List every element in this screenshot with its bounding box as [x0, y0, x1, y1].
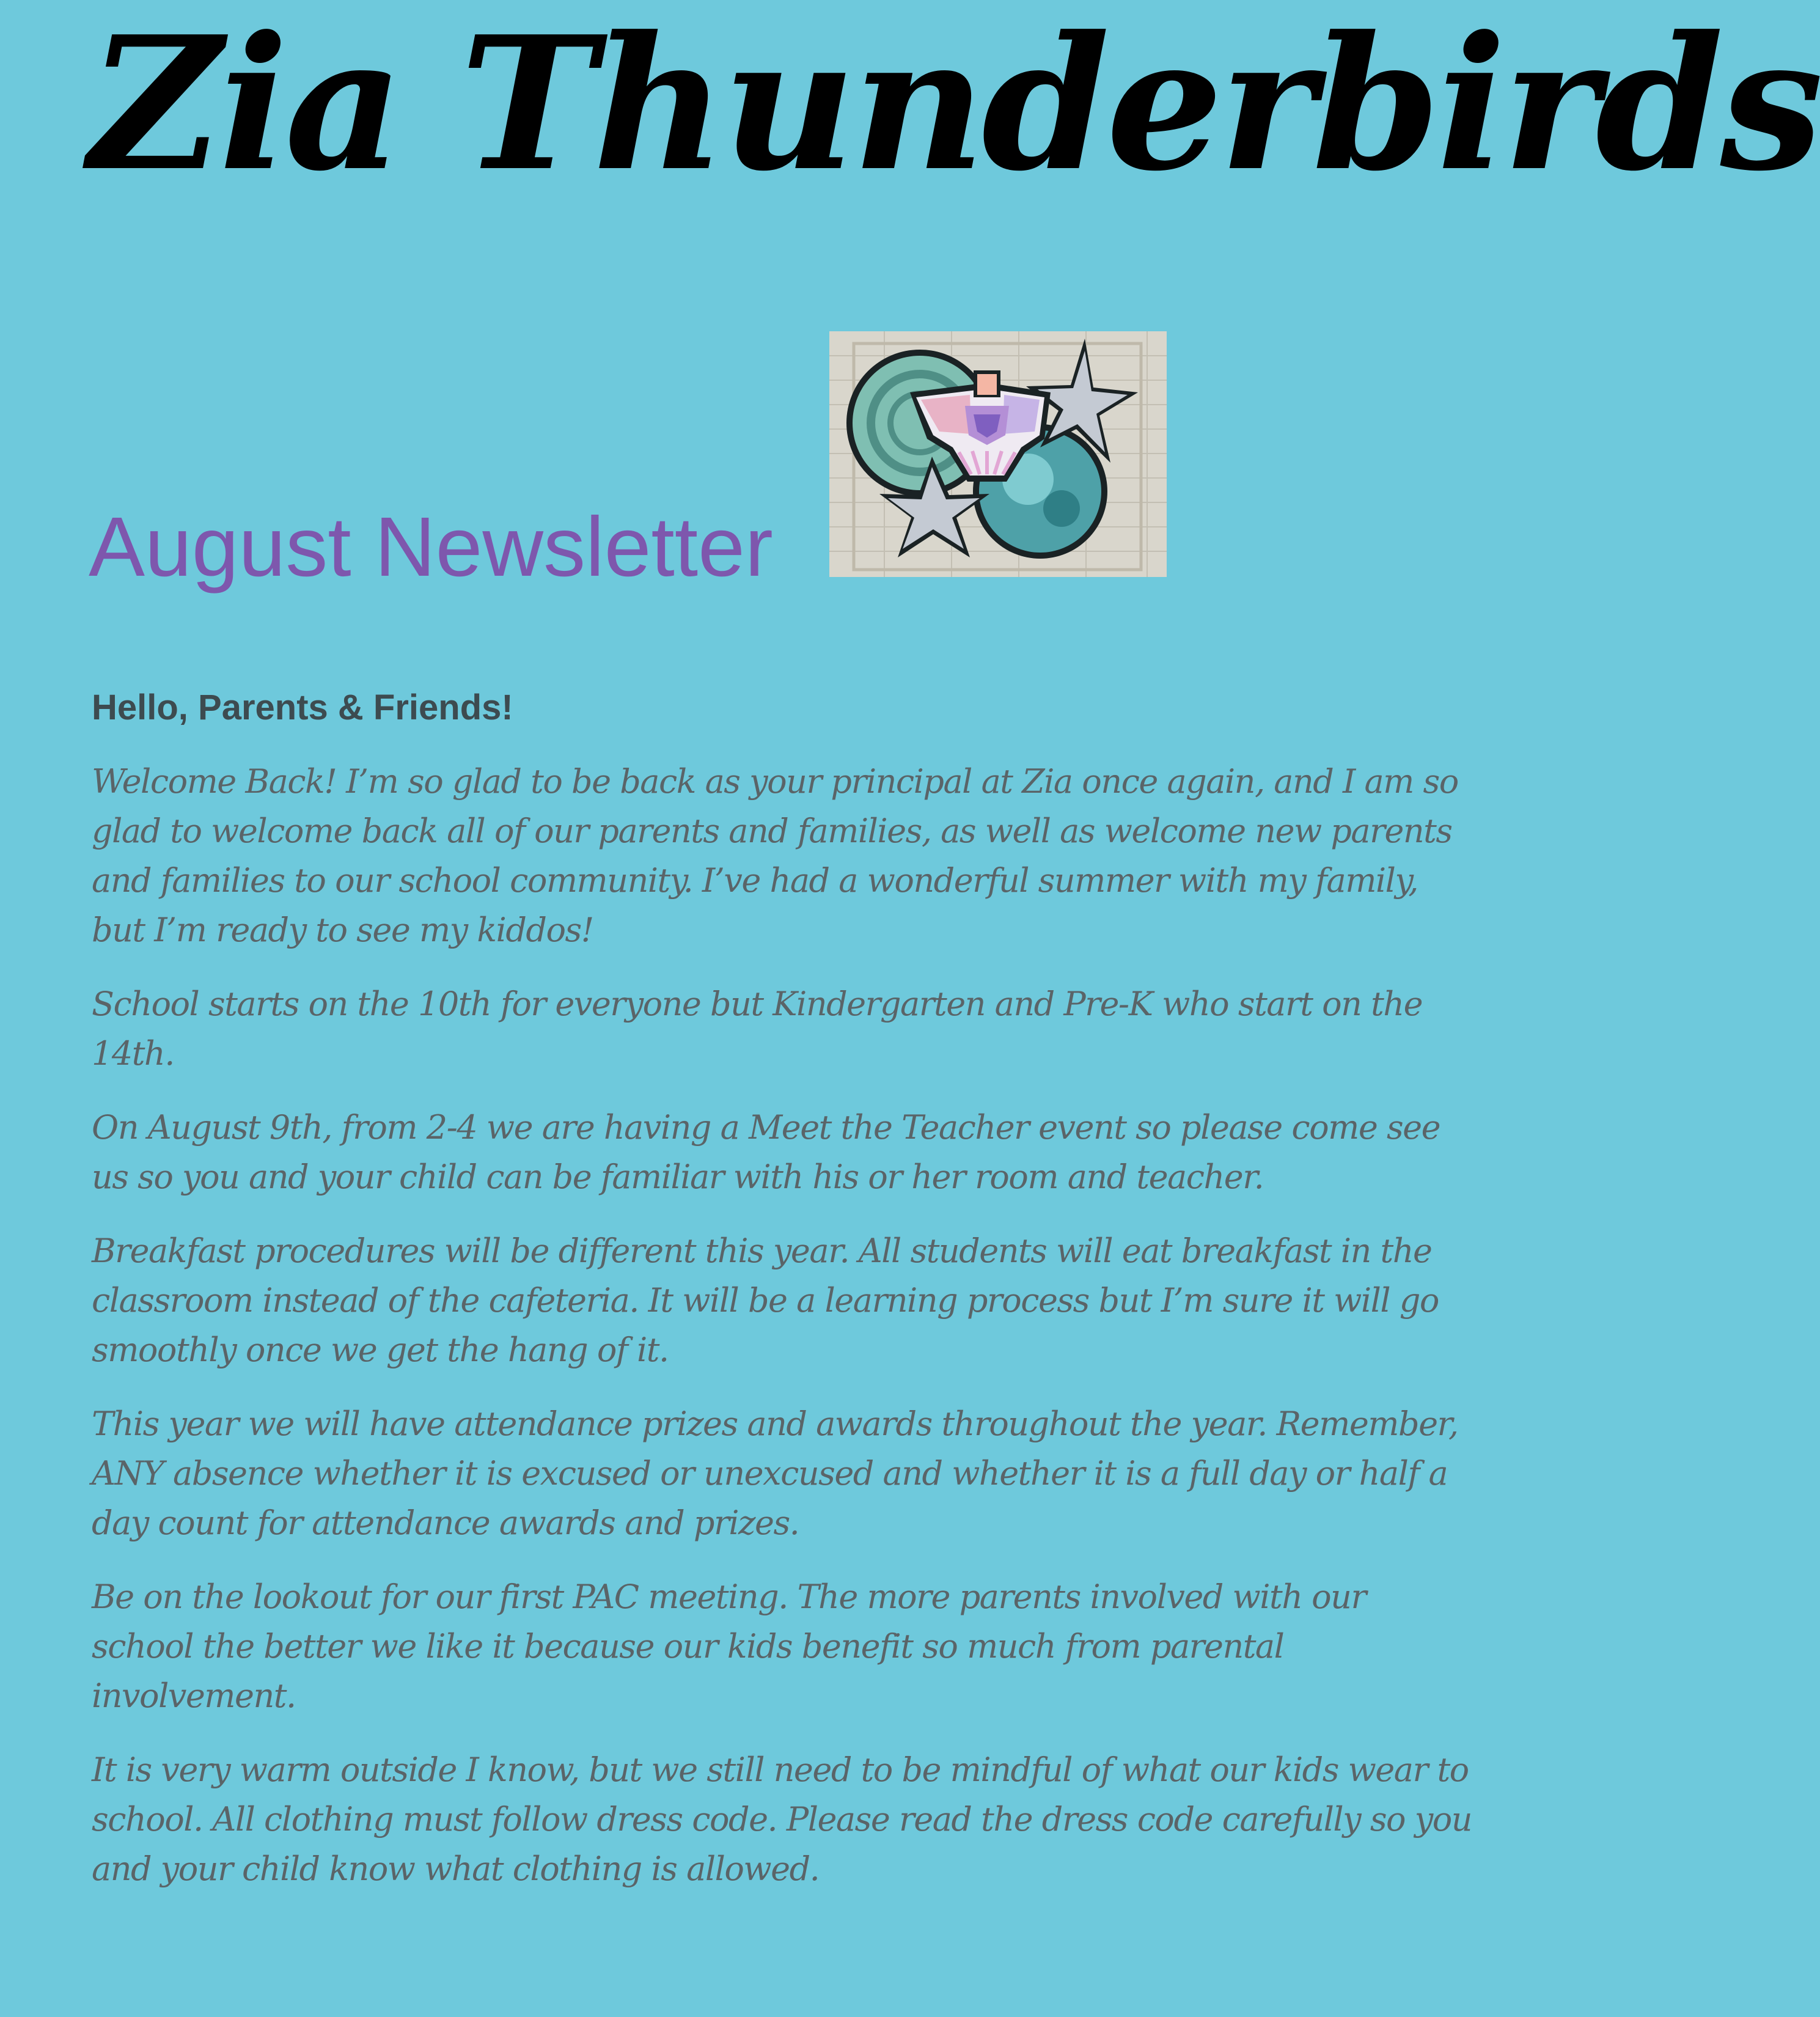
newsletter-body — [92, 757, 1473, 1918]
paragraph-attendance: This year we will have attendance prizes and awards throughout the year. Remember, ANY absence whether it is excused or unexcused and whether it is a full day or half a day count for attendance awards and prizes. — [92, 1405, 1458, 1542]
paragraph-breakfast: Breakfast procedures will be different this year. All students will eat breakfast in the classroom instead of the cafeteria. It will be a learning process but I’m sure it will go smoothly once we get the hang of it. — [92, 1232, 1439, 1369]
paragraph-welcome: Welcome Back! I’m so glad to be back as your principal at Zia once again, and I am so glad to welcome back all of our parents and families, as well as welcome new parents and families to our school community. I’ve had a wonderful summer with my family, but I’m ready to see my kiddos! — [92, 762, 1458, 949]
paragraph-pac-meeting: Be on the lookout for our first PAC meeting. The more parents involved with our school the better we like it because our kids benefit so much from parental involvement. — [92, 1578, 1366, 1715]
greeting: Hello, Parents & Friends! — [92, 688, 513, 727]
paragraph-dress-code: It is very warm outside I know, but we still need to be mindful of what our kids wear to school. All clothing must follow dress code. Please read the dress code carefully so you and your child know what clothing is allowed. — [92, 1751, 1472, 1888]
paragraph-school-start: School starts on the 10th for everyone but Kindergarten and Pre-K who start on the 14th. — [92, 985, 1423, 1073]
newsletter-title: Zia Thunderbirds — [89, 0, 1820, 211]
thunderbird-mural-image — [829, 331, 1167, 577]
paragraph-meet-the-teacher: On August 9th, from 2-4 we are having a Meet the Teacher event so please come see us so you and your child can be familiar with his or her room and teacher. — [92, 1108, 1440, 1196]
newsletter-subtitle: August Newsletter — [89, 500, 773, 594]
